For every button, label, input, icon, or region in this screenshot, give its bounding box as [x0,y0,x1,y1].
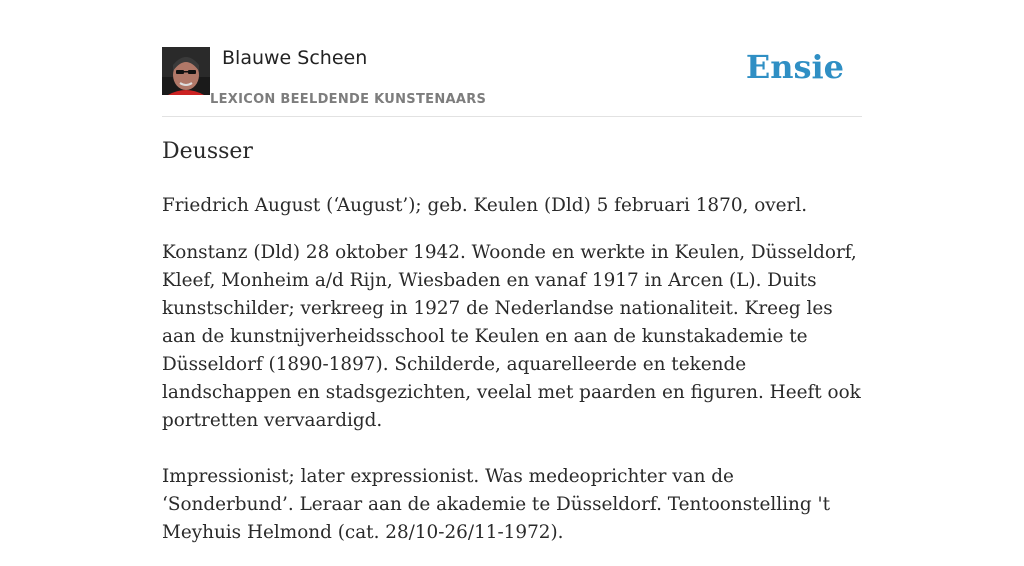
article-paragraph: Konstanz (Dld) 28 oktober 1942. Woonde en werkte in Keulen, Düsseldorf, Kleef, Monheim a/d Rijn, Wiesbaden en vanaf 1917 in Arcen (L). Duits kunstschilder; verkreeg in 1927 de Nederlandse nationaliteit. Kreeg les aan de kunstnijverheidsschool te Keulen en aan de kunstakademie te Düsseldorf (1890-1897). Schilderde, aquarelleerde en tekende landschappen en stadsgezichten, veelal met paarden en figuren. Heeft ook portretten vervaardigd. [162,242,861,431]
article-paragraph: Impressionist; later expressionist. Was medeoprichter van de ‘Sonderbund’. Leraar aan de akademie te Düsseldorf. Tentoonstelling 't Meyhuis Helmond (cat. 28/10-26/11-1972). [162,466,830,543]
collection-label[interactable]: LEXICON BEELDENDE KUNSTENAARS [210,92,487,107]
author-name[interactable]: Blauwe Scheen [222,47,368,69]
avatar-photo-icon [162,47,210,95]
brand-logo[interactable]: Ensie [745,48,844,86]
article-paragraph: Friedrich August (‘August’); geb. Keulen (Dld) 5 februari 1870, overl. [162,195,808,216]
article-body [162,192,862,566]
article-title: Deusser [162,139,253,164]
author-avatar[interactable] [162,47,210,95]
article-header [162,46,862,117]
